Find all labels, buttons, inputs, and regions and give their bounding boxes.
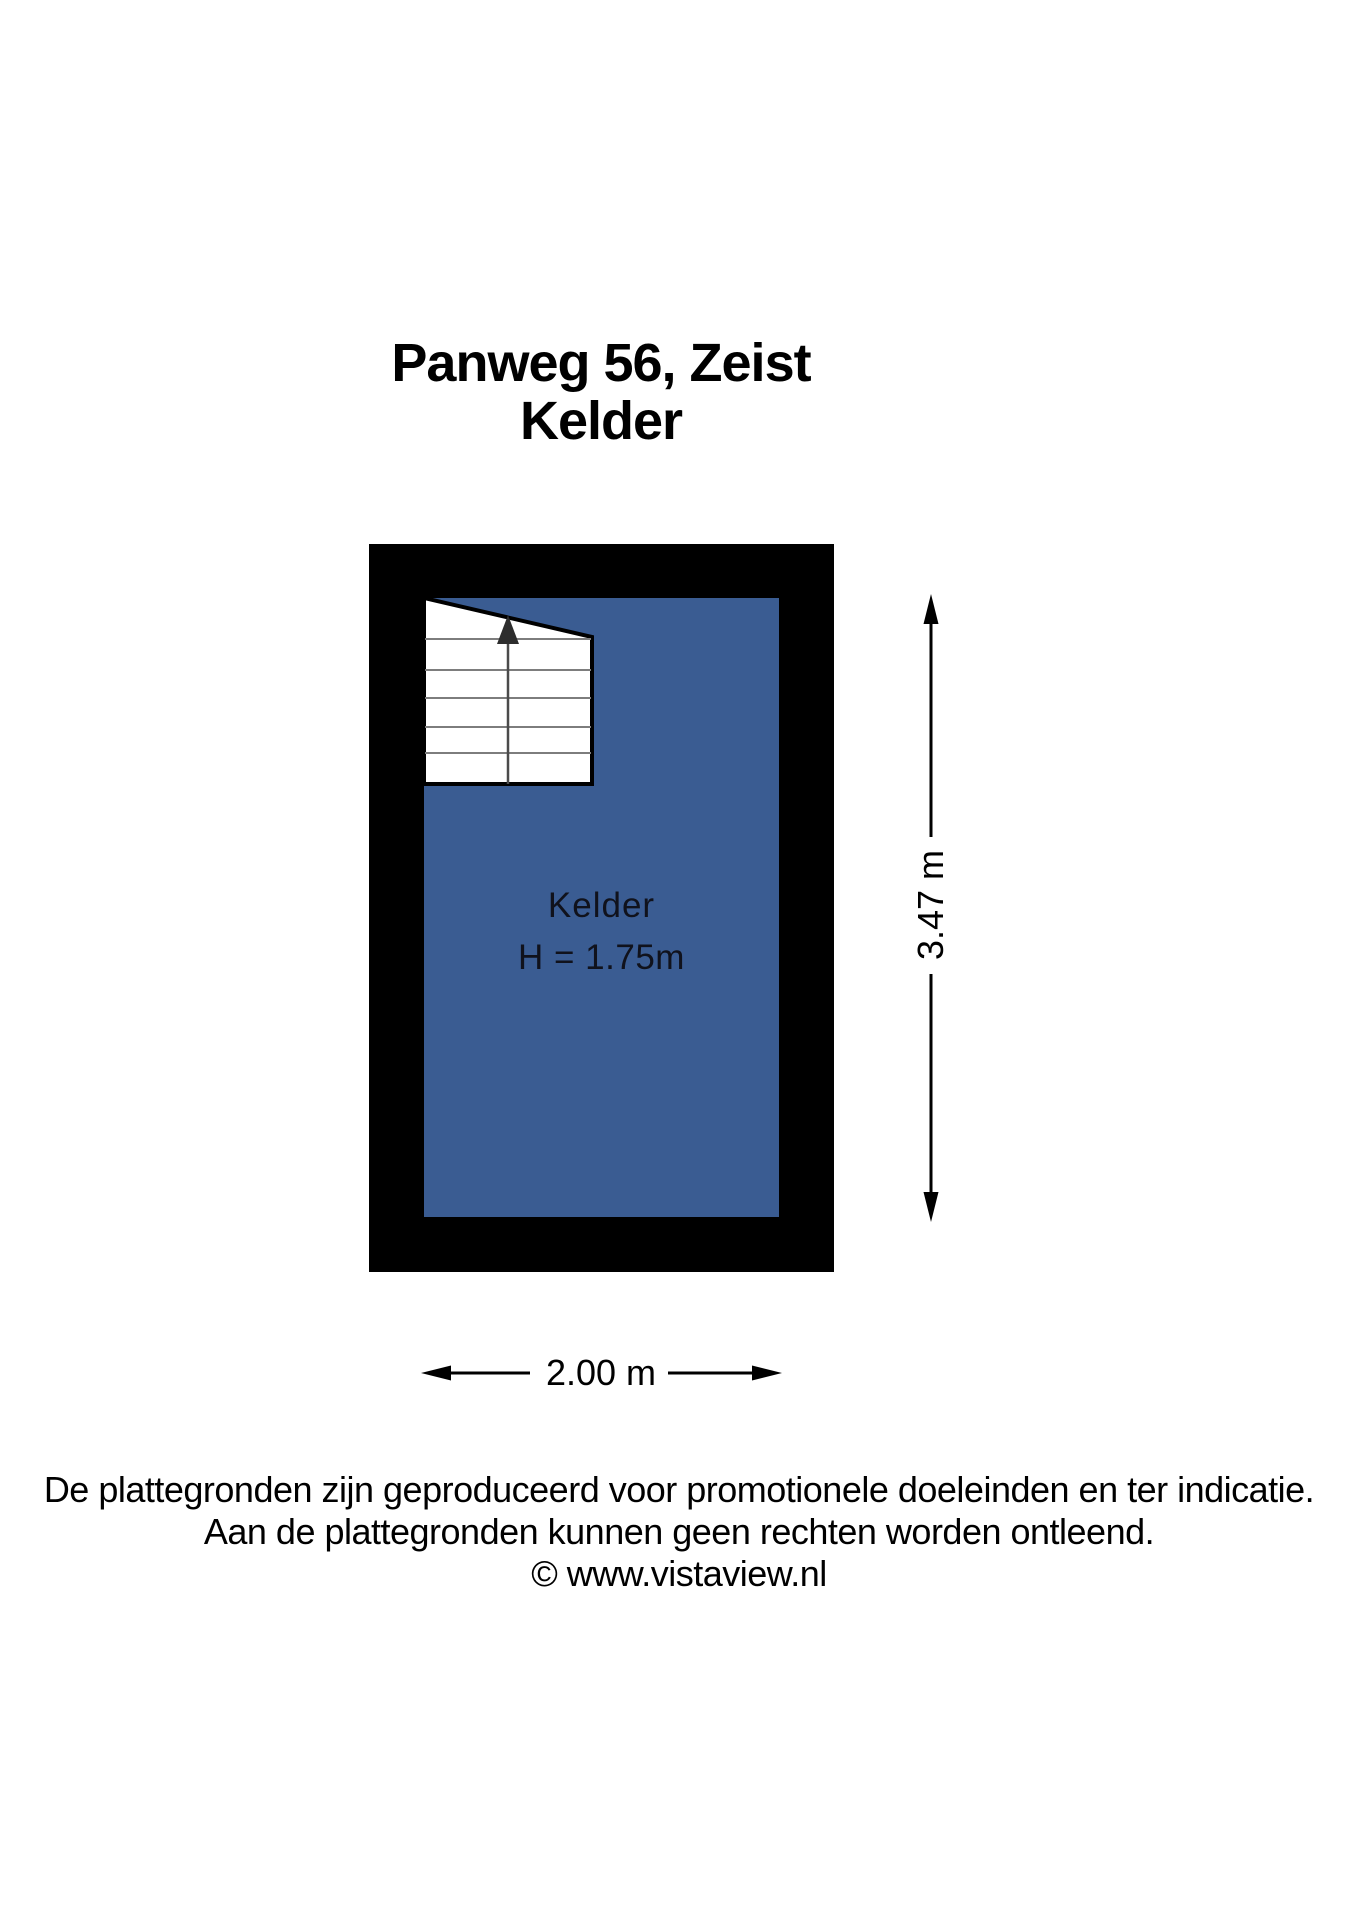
arrow-left-icon (421, 1366, 451, 1381)
vertical-dimension-label: 3.47 m (910, 849, 951, 961)
disclaimer-line-2: Aan de plattegronden kunnen geen rechten worden ontleend. (203, 1511, 1155, 1552)
room-ceiling-height-label: H = 1.75m (518, 938, 685, 977)
page-title-address: Panweg 56, Zeist (391, 333, 811, 393)
arrow-up-icon (924, 594, 939, 624)
staircase (424, 598, 594, 786)
disclaimer (0, 1469, 1358, 1595)
room-kelder (424, 598, 779, 1217)
arrow-down-icon (924, 1192, 939, 1222)
room-name-label: Kelder (547, 886, 656, 925)
copyright-line: © www.vistaview.nl (531, 1553, 827, 1594)
floorplan-canvas (369, 544, 834, 1272)
page-title-floor: Kelder (519, 391, 683, 451)
disclaimer-line-1: De plattegronden zijn geproduceerd voor promotionele doeleinden en ter indicatie. (43, 1469, 1315, 1510)
page-title (391, 334, 810, 450)
arrow-right-icon (752, 1366, 782, 1381)
horizontal-dimension-label: 2.00 m (545, 1352, 657, 1393)
